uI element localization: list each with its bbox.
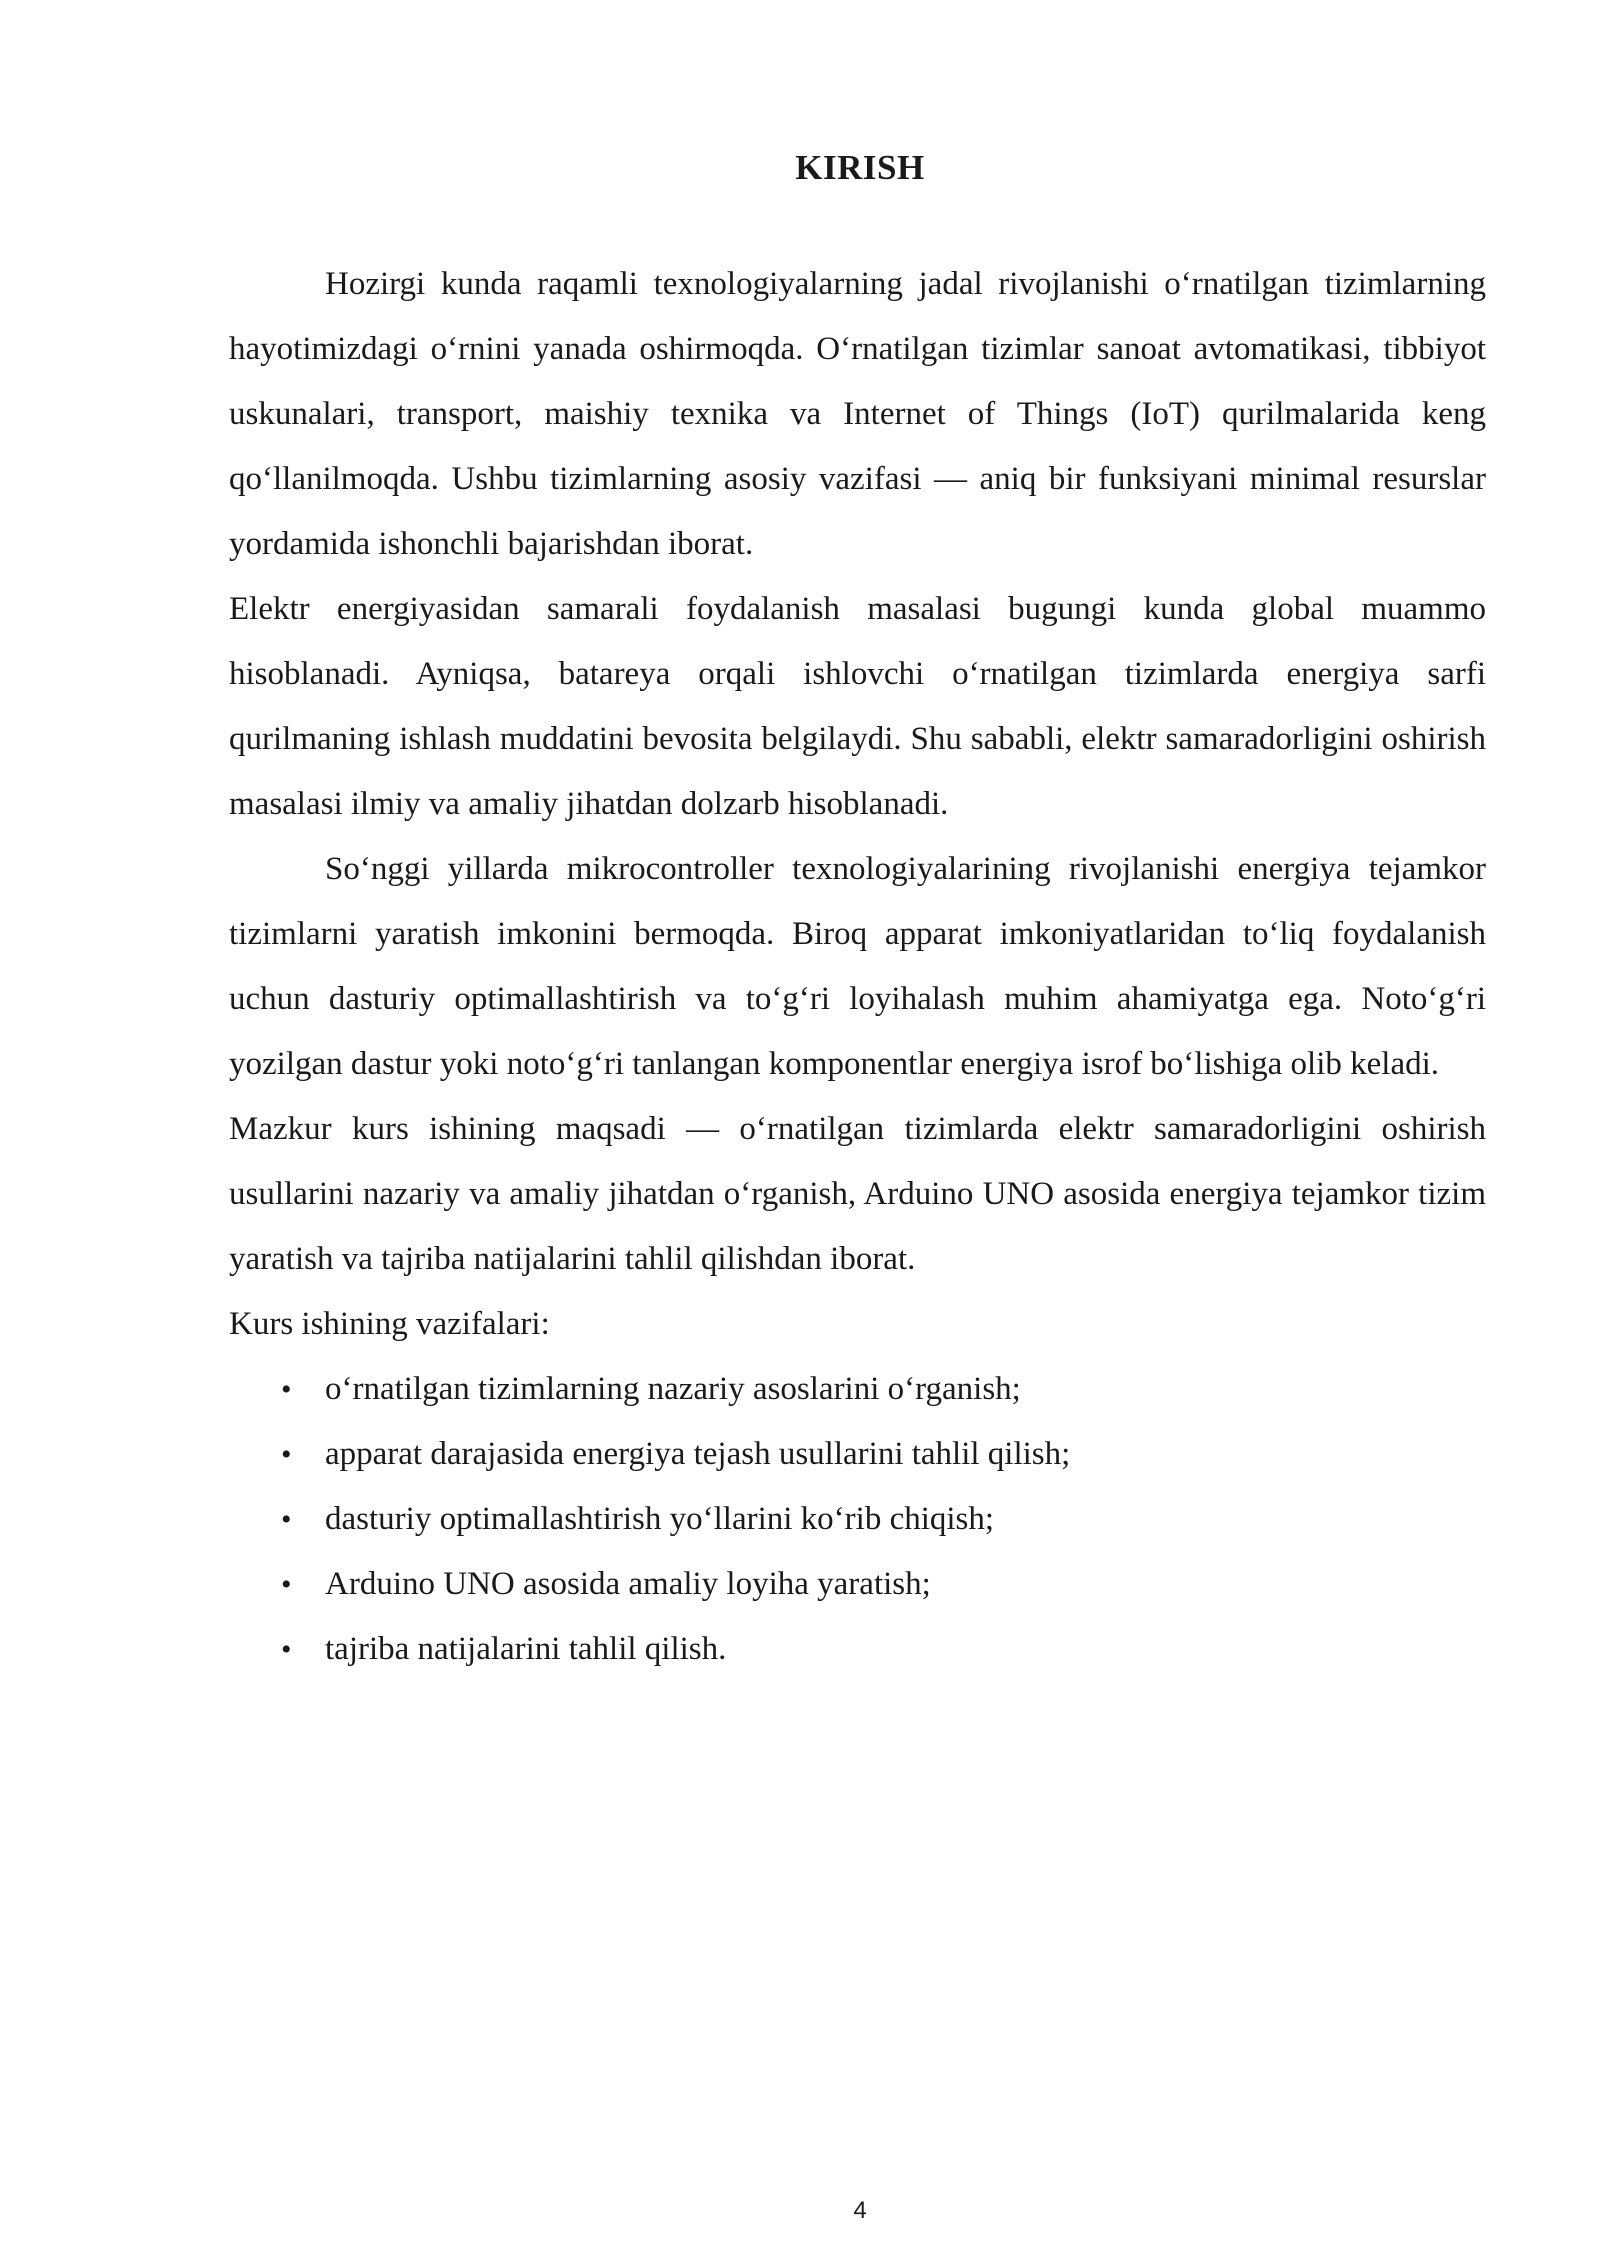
list-item xyxy=(229,1617,1486,1682)
paragraph-microcontroller: So‘nggi yillarda mikrocontroller texnologiyalarining rivojlanishi energiya tejamkor tizimlarni yaratish imkonini bermoqda. Biroq apparat imkoniyatlaridan to‘liq foydalanish uchun dasturiy optimallashtirish va to‘g‘ri loyihalash muhim ahamiyatga ega. Noto‘g‘ri yozilgan dastur yoki noto‘g‘ri tanlangan komponentlar energiya isrof bo‘lishiga olib keladi. xyxy=(229,851,1486,1082)
list-item xyxy=(229,1422,1486,1487)
list-item xyxy=(229,1357,1486,1422)
paragraph-goal: Mazkur kurs ishining maqsadi — o‘rnatilgan tizimlarda elektr samaradorligini oshirish usullarini nazariy va amaliy jihatdan o‘rganish, Arduino UNO asosida energiya tejamkor tizim yaratish va tajriba natijalarini tahlil qilishdan iborat. xyxy=(229,1111,1486,1277)
list-item-text: apparat darajasida energiya tejash usullarini tahlil qilish; xyxy=(325,1436,1071,1472)
tasks-list xyxy=(229,1357,1486,1682)
list-item-text: o‘rnatilgan tizimlarning nazariy asoslarini o‘rganish; xyxy=(325,1371,1021,1407)
list-item xyxy=(229,1487,1486,1552)
list-item xyxy=(229,1552,1486,1617)
list-item-text: tajriba natijalarini tahlil qilish. xyxy=(325,1631,727,1667)
page-title: KIRISH xyxy=(795,148,925,187)
page-number: 4 xyxy=(853,2197,867,2224)
bullet-icon: • xyxy=(281,1373,292,1406)
paragraph-tasks-heading: Kurs ishining vazifalari: xyxy=(229,1306,550,1342)
bullet-icon: • xyxy=(281,1503,292,1536)
bullet-icon: • xyxy=(281,1568,292,1601)
list-item-text: dasturiy optimallashtirish yo‘llarini ko‘rib chiqish; xyxy=(325,1501,995,1537)
paragraph-energy: Elektr energiyasidan samarali foydalanish masalasi bugungi kunda global muammo hisoblanadi. Ayniqsa, batareya orqali ishlovchi o‘rnatilgan tizimlarda energiya sarfi qurilmaning ishlash muddatini bevosita belgilaydi. Shu sababli, elektr samaradorligini oshirish masalasi ilmiy va amaliy jihatdan dolzarb hisoblanadi. xyxy=(229,591,1486,822)
bullet-icon: • xyxy=(281,1438,292,1471)
paragraph-intro: Hozirgi kunda raqamli texnologiyalarning jadal rivojlanishi o‘rnatilgan tizimlarning hayotimizdagi o‘rnini yanada oshirmoqda. O‘rnatilgan tizimlar sanoat avtomatikasi, tibbiyot uskunalari, transport, maishiy texnika va Internet of Things (IoT) qurilmalarida keng qo‘llanilmoqda. Ushbu tizimlarning asosiy vazifasi — aniq bir funksiyani minimal resurslar yordamida ishonchli bajarishdan iborat. xyxy=(229,266,1486,562)
bullet-icon: • xyxy=(281,1633,292,1666)
body-text xyxy=(229,252,1486,1682)
list-item-text: Arduino UNO asosida amaliy loyiha yaratish; xyxy=(325,1566,931,1602)
